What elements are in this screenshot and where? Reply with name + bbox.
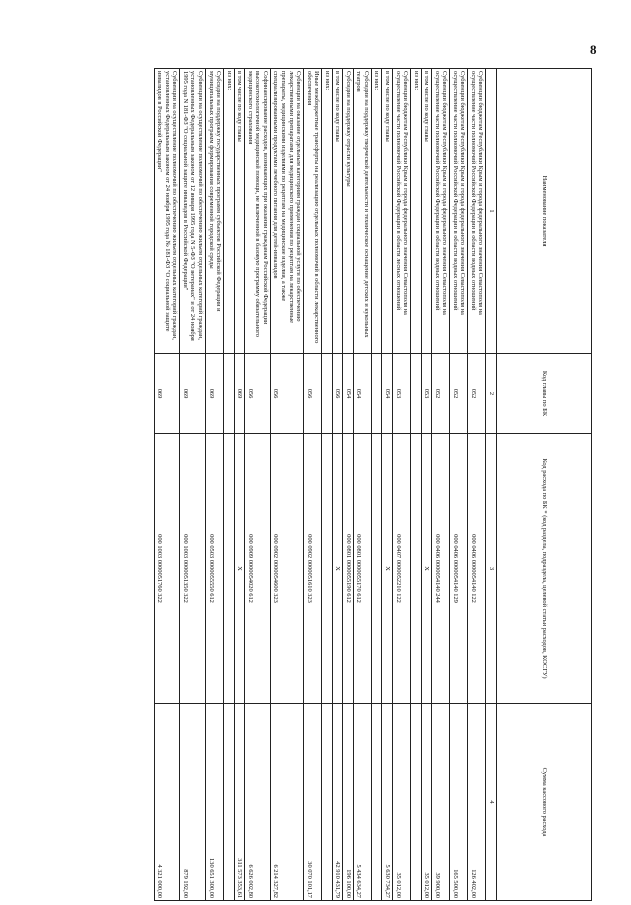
row-name: из них: bbox=[322, 69, 333, 354]
col-number: 3 bbox=[486, 434, 497, 704]
row-main-code: 053 bbox=[421, 354, 432, 434]
table-row bbox=[353, 69, 371, 901]
row-name: Субвенции бюджетам Республики Крым и города федерального значения Севастополя на осуществление части полномочий Российской Федерации в области водных отношений bbox=[450, 69, 468, 354]
row-expense-code: 000 0406 0000054140 122 bbox=[468, 434, 486, 704]
row-sum: 5 630 734,27 bbox=[382, 704, 393, 901]
row-sum: 311 573 353,61 bbox=[234, 704, 245, 901]
row-expense-code: X bbox=[382, 434, 393, 704]
table-row bbox=[234, 69, 245, 901]
row-main-code: 056 bbox=[332, 354, 343, 434]
row-sum: 35 012,00 bbox=[421, 704, 432, 901]
row-main-code bbox=[224, 354, 235, 434]
table-row bbox=[180, 69, 206, 901]
row-expense-code: 000 0406 0000054140 129 bbox=[450, 434, 468, 704]
row-sum bbox=[411, 704, 422, 901]
row-main-code: 056 bbox=[245, 354, 271, 434]
row-name: Субвенции бюджетам Республики Крым и города федерального значения Севастополя на осуществление части полномочий Российской Федерации в области лесных отношений bbox=[392, 69, 410, 354]
table-row bbox=[322, 69, 333, 901]
row-expense-code: 000 1003 0000051760 322 bbox=[154, 434, 180, 704]
table-row bbox=[245, 69, 271, 901]
row-sum: 130 651 300,00 bbox=[206, 704, 224, 901]
table-row bbox=[154, 69, 180, 901]
header-expense-code: Код расхода по БК * (код раздела, подраздела, целевой статьи расходов, КОСГУ) bbox=[497, 434, 592, 704]
row-name: в том числе по коду главы bbox=[421, 69, 432, 354]
row-name: Субвенции на оказание отдельным категориям граждан социальной услуги по обеспечению лекарственными препаратами для медицинского применения по рецептам на лекарственные препараты, медицинскими изделиями по рецептам на медицинские изделия, а также специализированными продуктами лечебного питания для детей-инвалидов bbox=[270, 69, 303, 354]
row-expense-code: 000 0902 0000051610 323 bbox=[304, 434, 322, 704]
row-main-code: 052 bbox=[468, 354, 486, 434]
row-name: Субвенции бюджетам Республики Крым и города федерального значения Севастополя на осуществление части полномочий Российской Федерации в области водных отношений bbox=[468, 69, 486, 354]
row-sum: 42 910 431,79 bbox=[332, 704, 343, 901]
row-sum bbox=[371, 704, 382, 901]
row-sum: 126 402,00 bbox=[468, 704, 486, 901]
row-main-code: 053 bbox=[392, 354, 410, 434]
col-number: 1 bbox=[486, 69, 497, 354]
row-expense-code: 000 0902 0000054600 323 bbox=[270, 434, 303, 704]
row-name: из них: bbox=[411, 69, 422, 354]
row-sum bbox=[224, 704, 235, 901]
row-name: Субсидии на поддержку государственных программ субъектов Российской Федерации и муниципальных программ формирования современной городской среды bbox=[206, 69, 224, 354]
row-sum bbox=[322, 704, 333, 901]
row-expense-code bbox=[224, 434, 235, 704]
row-sum: 196 100,00 bbox=[343, 704, 354, 901]
row-sum: 5 434 634,27 bbox=[353, 704, 371, 901]
row-main-code: 056 bbox=[304, 354, 322, 434]
table-row bbox=[392, 69, 410, 901]
table-row bbox=[270, 69, 303, 901]
row-name: в том числе по коду главы bbox=[234, 69, 245, 354]
row-expense-code: 000 1003 0000051350 322 bbox=[180, 434, 206, 704]
rotated-table-sheet bbox=[62, 68, 592, 900]
row-expense-code: 000 0407 0000052210 122 bbox=[392, 434, 410, 704]
row-main-code: 054 bbox=[343, 354, 354, 434]
table-row bbox=[332, 69, 343, 901]
table-row bbox=[343, 69, 354, 901]
row-main-code: 069 bbox=[234, 354, 245, 434]
row-sum: 879 192,00 bbox=[180, 704, 206, 901]
row-sum: 165 500,00 bbox=[450, 704, 468, 901]
row-expense-code bbox=[411, 434, 422, 704]
col-number: 4 bbox=[486, 704, 497, 901]
row-sum: 39 900,00 bbox=[432, 704, 450, 901]
row-main-code bbox=[322, 354, 333, 434]
row-main-code: 069 bbox=[154, 354, 180, 434]
row-name: Субвенции на осуществление полномочий по обеспечению жильем отдельных категорий граждан, установленных Федеральным законом от 24 ноября 1995 года № 181-ФЗ "О социальной защите инвалидов в Российской Федерации" bbox=[154, 69, 180, 354]
table-row bbox=[411, 69, 422, 901]
table-row bbox=[206, 69, 224, 901]
row-expense-code: 000 0801 0000055190 612 bbox=[343, 434, 354, 704]
row-name: в том числе по коду главы bbox=[382, 69, 393, 354]
budget-expenses-table bbox=[154, 68, 592, 901]
row-name: Субсидии на поддержку отрасли культуры bbox=[343, 69, 354, 354]
table-row bbox=[371, 69, 382, 901]
row-expense-code: 000 0801 0000055170 612 bbox=[353, 434, 371, 704]
row-name: из них: bbox=[371, 69, 382, 354]
row-main-code bbox=[371, 354, 382, 434]
table-body bbox=[154, 69, 486, 901]
page-number: 8 bbox=[590, 42, 597, 57]
header-name: Наименование показателя bbox=[497, 69, 592, 354]
row-sum: 4 321 000,00 bbox=[154, 704, 180, 901]
row-expense-code: X bbox=[234, 434, 245, 704]
row-name: Субвенции на осуществление полномочий по обеспечению жильем отдельных категорий граждан, установленных Федеральным законом от 12 января 1995 года N 5-ФЗ "О ветеранах" и от 24 ноября 1995 года N 181-ФЗ "О социальной защите инвалидов в Российской Федерации" bbox=[180, 69, 206, 354]
row-sum: 6 626 002,80 bbox=[245, 704, 271, 901]
row-main-code: 052 bbox=[432, 354, 450, 434]
row-main-code: 056 bbox=[270, 354, 303, 434]
row-main-code: 052 bbox=[450, 354, 468, 434]
row-name: из них: bbox=[224, 69, 235, 354]
row-expense-code bbox=[322, 434, 333, 704]
row-expense-code: X bbox=[421, 434, 432, 704]
row-main-code: 069 bbox=[206, 354, 224, 434]
row-sum: 30 070 101,17 bbox=[304, 704, 322, 901]
row-expense-code: 000 0406 0000054140 244 bbox=[432, 434, 450, 704]
header-sum: Сумма кассового расхода bbox=[497, 704, 592, 901]
row-main-code bbox=[411, 354, 422, 434]
col-number: 2 bbox=[486, 354, 497, 434]
table-row bbox=[421, 69, 432, 901]
table-row bbox=[432, 69, 450, 901]
row-sum: 35 012,00 bbox=[392, 704, 410, 901]
table-row bbox=[224, 69, 235, 901]
row-expense-code bbox=[371, 434, 382, 704]
table-row bbox=[304, 69, 322, 901]
row-sum: 6 214 327,82 bbox=[270, 704, 303, 901]
row-main-code: 069 bbox=[180, 354, 206, 434]
table-row bbox=[450, 69, 468, 901]
row-expense-code: 000 0909 0000054020 612 bbox=[245, 434, 271, 704]
row-name: Софинансирование расходов, возникающих при оказании гражданам Российской Федерации высокотехнологичной медицинской помощи, не включенной в базовую программу обязательного медицинского страхования bbox=[245, 69, 271, 354]
table-row bbox=[382, 69, 393, 901]
table-header-row bbox=[497, 69, 592, 901]
row-name: Иные межбюджетные трансферты на реализацию отдельных полномочий в области лекарственного обеспечения bbox=[304, 69, 322, 354]
row-expense-code: 000 0503 0000055550 612 bbox=[206, 434, 224, 704]
header-main-code: Код главы по БК bbox=[497, 354, 592, 434]
row-main-code: 054 bbox=[353, 354, 371, 434]
row-name: в том числе по коду главы bbox=[332, 69, 343, 354]
row-expense-code: X bbox=[332, 434, 343, 704]
row-main-code: 054 bbox=[382, 354, 393, 434]
row-name: Субсидии на поддержку творческой деятельности и техническое оснащение детских и кукольных театров bbox=[353, 69, 371, 354]
row-name: Субвенции бюджетам Республики Крым и города федерального значения Севастополя на осуществление части полномочий Российской Федерации в области водных отношений bbox=[432, 69, 450, 354]
column-number-row bbox=[486, 69, 497, 901]
table-row bbox=[468, 69, 486, 901]
